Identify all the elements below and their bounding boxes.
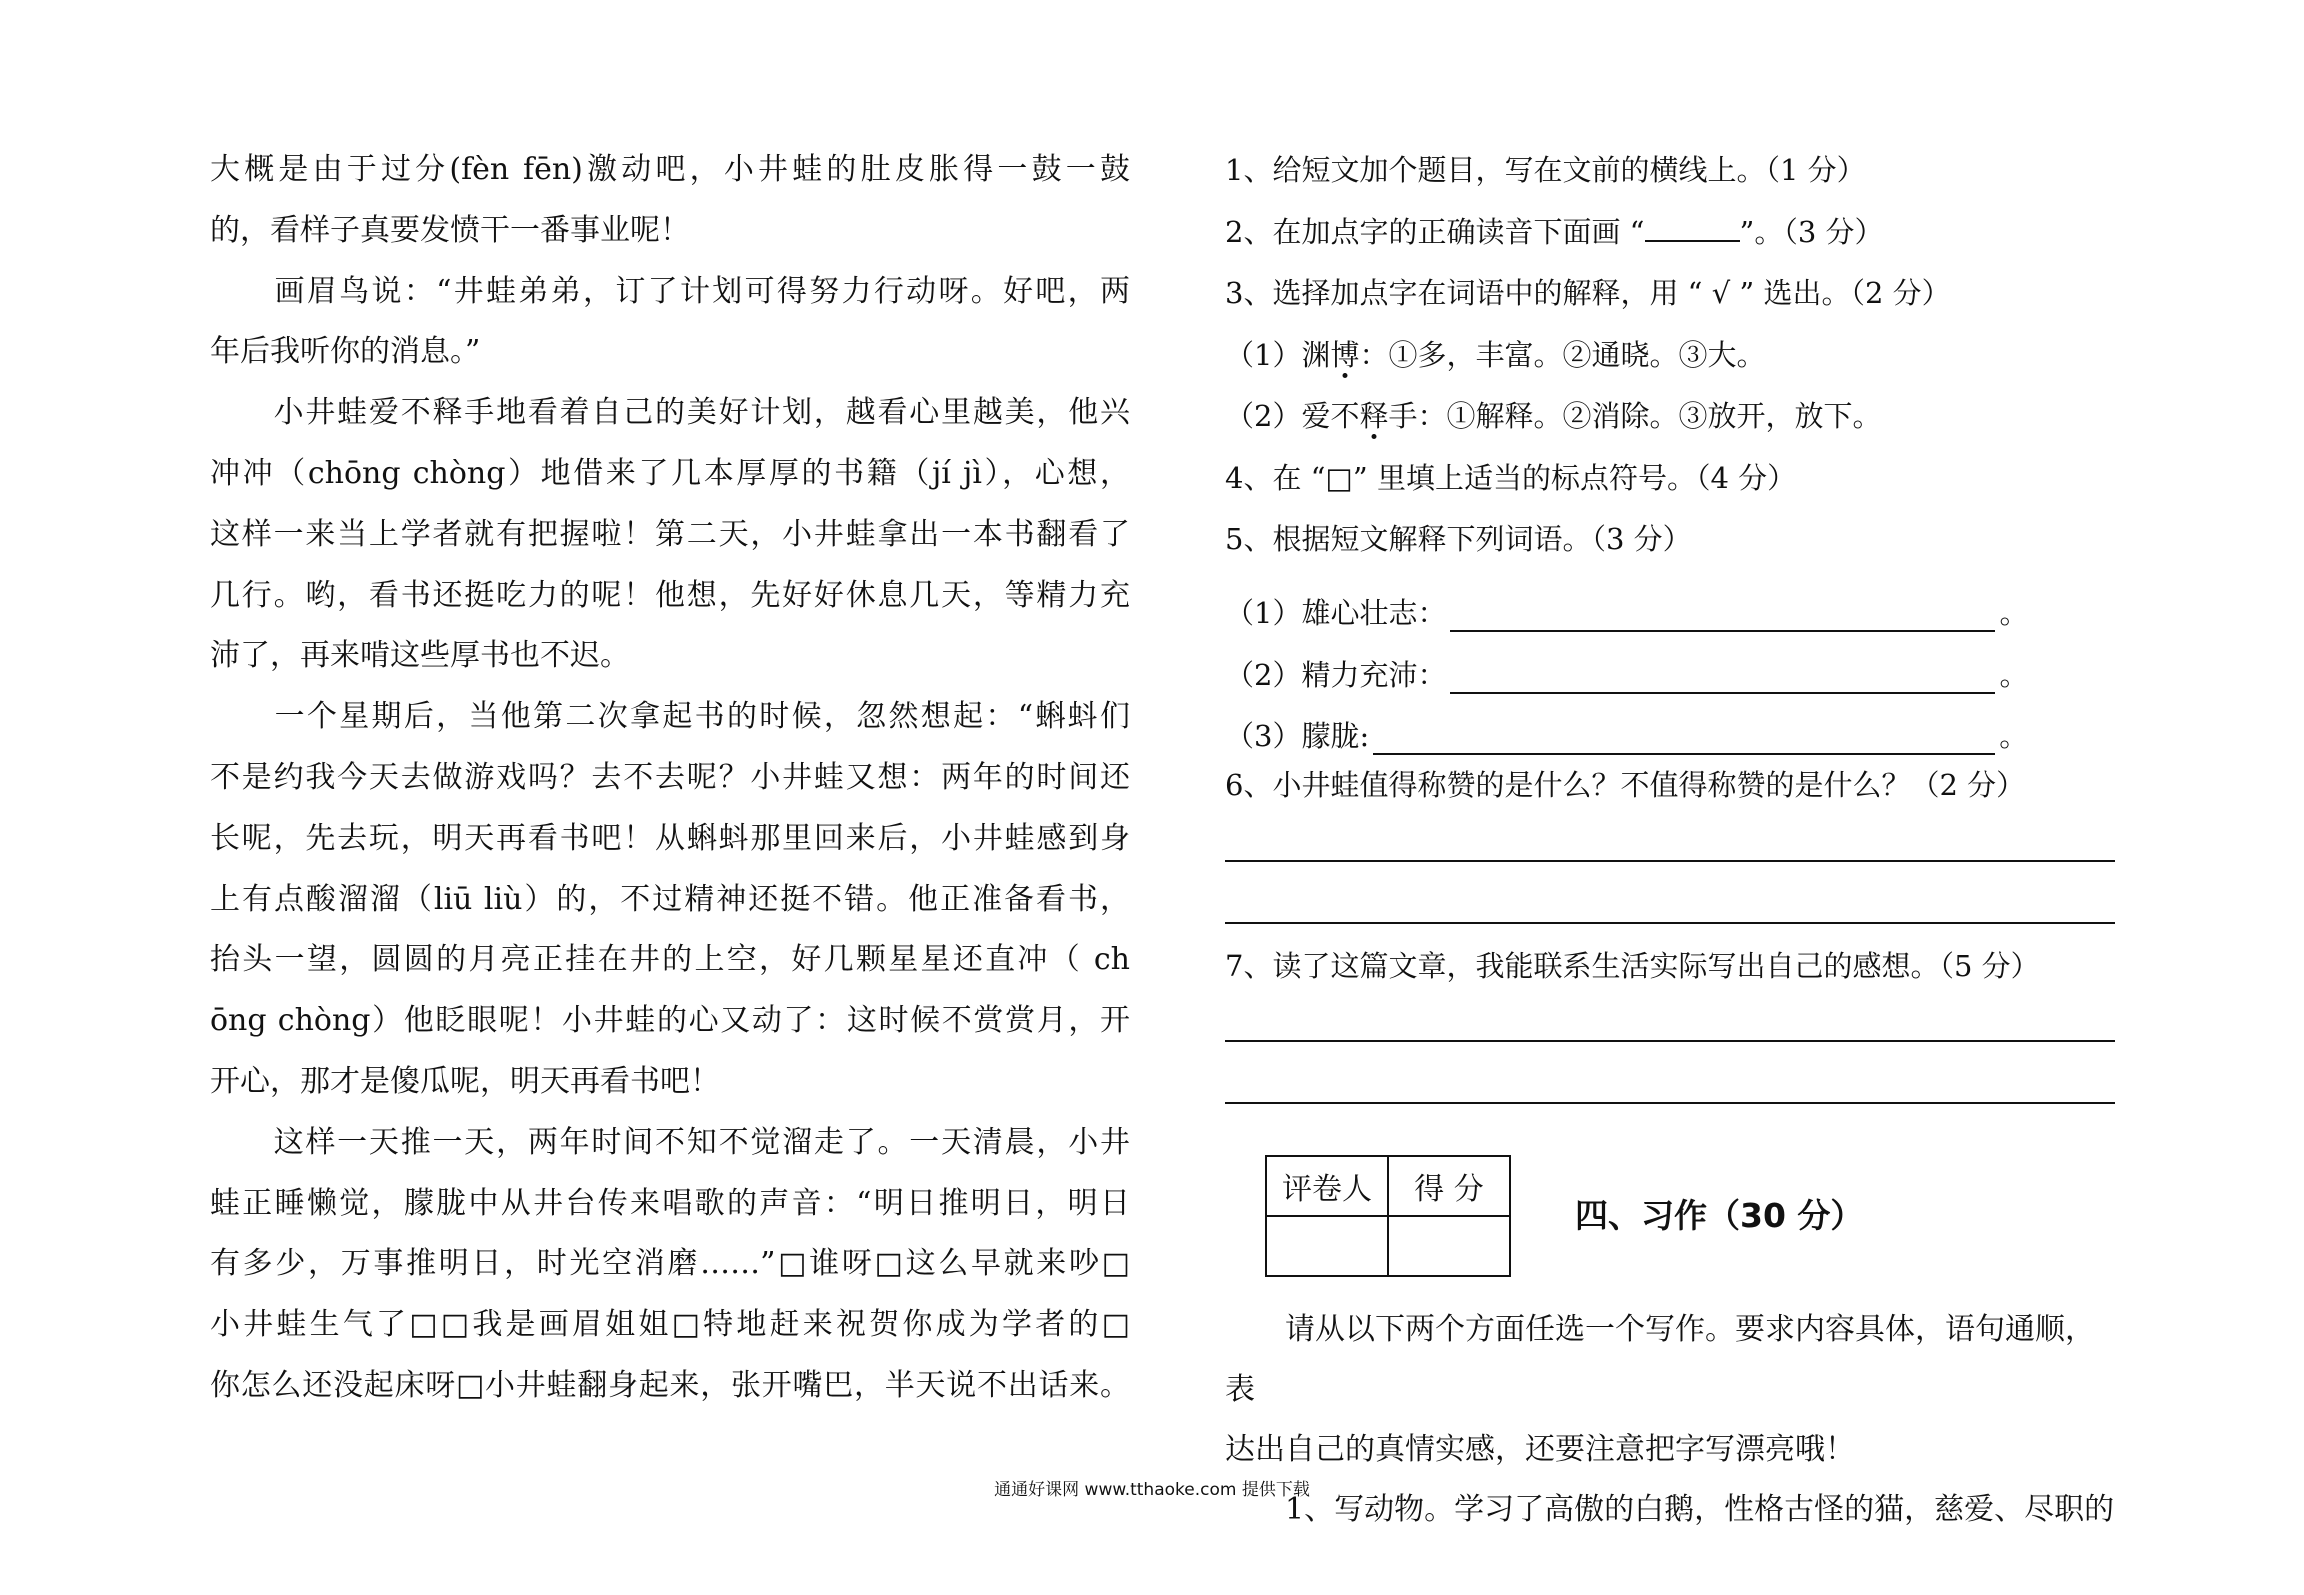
question-3-2 [1225,386,2115,448]
section-title: 四、习作（30 分） [1575,1196,1864,1235]
question-3-1 [1225,325,2115,387]
passage-line: 小井蛙爱不释手地看着自己的美好计划，越看心里越美，他兴 [210,395,1130,431]
essay-line: 请从以下两个方面任选一个写作。要求内容具体，语句通顺，表 [1225,1312,2095,1407]
question-2-text-end: ”。（3 分） [1739,214,1884,249]
passage-line: ōng chòng）他眨眼呢！小井蛙的心又动了：这时候不赏赏月，开 [210,1003,1130,1039]
passage-line: 画眉鸟说：“井蛙弟弟，订了计划可得努力行动呀。好吧，两 [210,273,1130,309]
answer-line[interactable] [1225,862,2115,924]
essay-line: 达出自己的真情实感，还要注意把字写漂亮哦！ [1225,1432,1855,1467]
dotted-char: 释 [1359,399,1389,433]
period: 。 [1999,657,2029,692]
passage-line: 抬头一望，圆圆的月亮正挂在井的上空，好几颗星星还直冲（ ch [210,942,1130,978]
question-4: 4、在 “□” 里填上适当的标点符号。（4 分） [1225,460,1797,495]
reviewer-cell[interactable] [1266,1216,1388,1276]
q3-2-options[interactable]: 手：①解释。②消除。③放开，放下。 [1388,399,1882,433]
q5-1-label: （1）雄心壮志： [1225,596,1447,630]
question-2 [1225,202,2115,264]
questions-column [1225,140,2115,1104]
question-5-1 [1225,571,2115,633]
question-7: 7、读了这篇文章，我能联系生活实际写出自己的感想。（5 分） [1225,948,2040,983]
period: 。 [1999,719,2029,753]
passage-line: 沛了，再来啃这些厚书也不迟。 [210,638,630,674]
passage-line: 年后我听你的消息。” [210,334,481,370]
answer-line[interactable] [1225,817,2115,862]
essay-instructions [1225,1300,2115,1540]
passage-line: 小井蛙生气了□□我是画眉姐姐□特地赶来祝贺你成为学者的□ [210,1307,1130,1343]
passage-line: 几行。哟，看书还挺吃力的呢！他想，先好好休息几天，等精力充 [210,577,1130,613]
passage-line: 有多少，万事推明日，时光空消磨……”□谁呀□这么早就来吵□ [210,1246,1130,1282]
passage-line: 上有点酸溜溜（liū liù）的，不过精神还挺不错。他正准备看书， [210,881,1130,917]
passage-line: 你怎么还没起床呀□小井蛙翻身起来，张开嘴巴，半天说不出话来。 [210,1367,1130,1403]
score-header: 得 分 [1388,1156,1510,1216]
answer-line[interactable] [1225,997,2115,1042]
question-3: 3、选择加点字在词语中的解释，用 “ √ ” 选出。（2 分） [1225,276,1951,310]
answer-line[interactable] [1450,594,1995,632]
underline-sample [1645,212,1740,242]
passage-line: 蛙正睡懒觉，朦胧中从井台传来唱歌的声音：“明日推明日，明日 [210,1185,1130,1221]
question-1: 1、给短文加个题目，写在文前的横线上。（1 分） [1225,153,1866,187]
q5-2-label: （2）精力充沛： [1225,657,1447,692]
passage-line: 这样一来当上学者就有把握啦！第二天，小井蛙拿出一本书翻看了 [210,516,1130,552]
passage-line: 大概是由于过分(fèn fēn)激动吧，小井蛙的肚皮胀得一鼓一鼓 [210,152,1130,187]
score-cell[interactable] [1388,1216,1510,1276]
passage-line: 的，看样子真要发愤干一番事业呢！ [210,212,690,248]
question-6: 6、小井蛙值得称赞的是什么？不值得称赞的是什么？（2 分） [1225,768,2026,802]
passage-line: 开心，那才是傻瓜呢，明天再看书吧！ [210,1063,720,1099]
passage-line: 这样一天推一天，两年时间不知不觉溜走了。一天清晨，小井 [210,1124,1130,1160]
answer-line[interactable] [1450,656,1995,694]
reading-passage [210,140,1130,1417]
passage-text [210,140,1130,1417]
period: 。 [1999,596,2029,630]
question-2-text: 2、在加点字的正确读音下面画 “ [1225,214,1645,249]
q3-1-prefix: （1）渊 [1225,337,1331,372]
question-5-2 [1225,632,2115,694]
score-table [1265,1155,1511,1277]
q3-1-options[interactable]: ：①多，丰富。②通晓。③大。 [1359,337,1766,372]
question-5: 5、根据短文解释下列词语。（3 分） [1225,522,1692,556]
passage-line: 不是约我今天去做游戏吗？去不去呢？小井蛙又想：两年的时间还 [210,759,1130,795]
q3-2-prefix: （2）爱不 [1225,399,1360,433]
question-5-3 [1225,694,2115,756]
answer-line[interactable] [1225,1042,2115,1104]
passage-line: 冲冲（chōng chòng）地借来了几本厚厚的书籍（jí jì），心想， [210,455,1130,491]
answer-line[interactable] [1373,717,1995,755]
essay-line: 1、写动物。学习了高傲的白鹅，性格古怪的猫，慈爱、尽职的 [1225,1492,2115,1527]
dotted-char: 博 [1330,337,1360,372]
footer-credit: 通通好课网 www.tthaoke.com 提供下载 [994,1480,1310,1500]
reviewer-header: 评卷人 [1266,1156,1388,1216]
passage-line: 一个星期后，当他第二次拿起书的时候，忽然想起：“蝌蚪们 [210,699,1130,735]
passage-line: 长呢，先去玩，明天再看书吧！从蝌蚪那里回来后，小井蛙感到身 [210,820,1130,856]
q5-3-label: （3）朦胧: [1225,719,1370,753]
